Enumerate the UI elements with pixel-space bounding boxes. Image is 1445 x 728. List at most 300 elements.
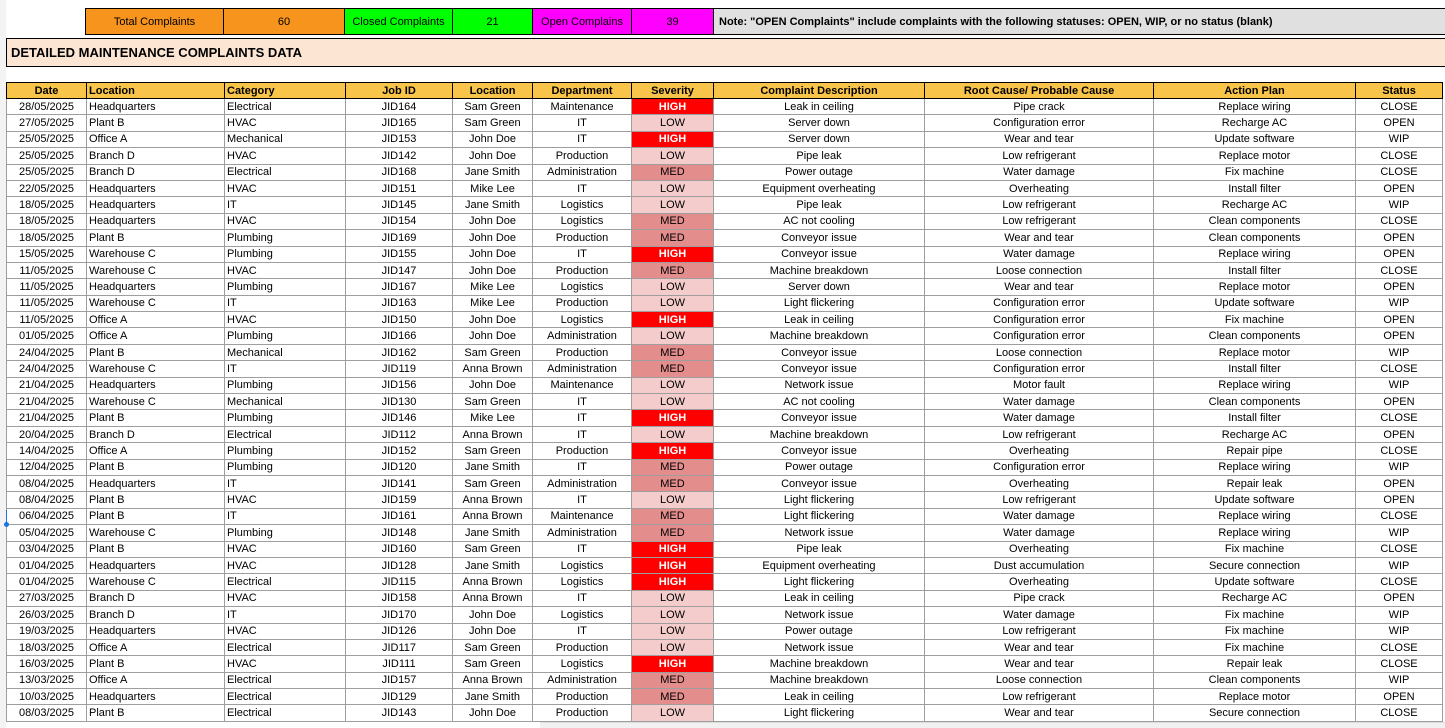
description-cell[interactable]: Server down <box>714 131 925 147</box>
status-cell[interactable]: CLOSE <box>1356 541 1443 557</box>
department-cell[interactable]: Production <box>533 443 632 459</box>
column-header-date[interactable]: Date <box>7 83 87 99</box>
action-plan-cell[interactable]: Update software <box>1154 492 1356 508</box>
action-plan-cell[interactable]: Clean components <box>1154 394 1356 410</box>
action-plan-cell[interactable]: Recharge AC <box>1154 590 1356 606</box>
category-cell[interactable]: HVAC <box>225 590 346 606</box>
status-cell[interactable]: OPEN <box>1356 394 1443 410</box>
description-cell[interactable]: Machine breakdown <box>714 262 925 278</box>
location-cell[interactable]: Branch D <box>87 590 225 606</box>
job-id-cell[interactable]: JID159 <box>346 492 453 508</box>
action-plan-cell[interactable]: Repair leak <box>1154 475 1356 491</box>
person-cell[interactable]: John Doe <box>453 262 533 278</box>
category-cell[interactable]: HVAC <box>225 557 346 573</box>
date-cell[interactable]: 16/03/2025 <box>7 656 87 672</box>
department-cell[interactable]: Administration <box>533 164 632 180</box>
action-plan-cell[interactable]: Replace motor <box>1154 279 1356 295</box>
root-cause-cell[interactable]: Pipe crack <box>925 99 1154 115</box>
department-cell[interactable]: IT <box>533 410 632 426</box>
severity-cell[interactable]: MED <box>632 475 714 491</box>
job-id-cell[interactable]: JID169 <box>346 230 453 246</box>
date-cell[interactable]: 10/03/2025 <box>7 689 87 705</box>
category-cell[interactable]: Plumbing <box>225 279 346 295</box>
root-cause-cell[interactable]: Configuration error <box>925 328 1154 344</box>
description-cell[interactable]: Machine breakdown <box>714 328 925 344</box>
severity-cell[interactable]: MED <box>632 459 714 475</box>
job-id-cell[interactable]: JID156 <box>346 377 453 393</box>
action-plan-cell[interactable]: Install filter <box>1154 410 1356 426</box>
category-cell[interactable]: Mechanical <box>225 394 346 410</box>
root-cause-cell[interactable]: Configuration error <box>925 312 1154 328</box>
description-cell[interactable]: Conveyor issue <box>714 443 925 459</box>
root-cause-cell[interactable]: Water damage <box>925 607 1154 623</box>
severity-cell[interactable]: HIGH <box>632 246 714 262</box>
category-cell[interactable]: HVAC <box>225 492 346 508</box>
description-cell[interactable]: Machine breakdown <box>714 656 925 672</box>
action-plan-cell[interactable]: Recharge AC <box>1154 115 1356 131</box>
date-cell[interactable]: 21/04/2025 <box>7 377 87 393</box>
status-cell[interactable]: CLOSE <box>1356 410 1443 426</box>
location-cell[interactable]: Plant B <box>87 541 225 557</box>
column-header-severity[interactable]: Severity <box>632 83 714 99</box>
department-cell[interactable]: Administration <box>533 525 632 541</box>
person-cell[interactable]: Jane Smith <box>453 525 533 541</box>
open-complaints-label[interactable]: Open Complains <box>532 8 632 35</box>
status-cell[interactable]: OPEN <box>1356 328 1443 344</box>
total-complaints-label[interactable]: Total Complaints <box>85 8 224 35</box>
action-plan-cell[interactable]: Update software <box>1154 295 1356 311</box>
status-cell[interactable]: OPEN <box>1356 312 1443 328</box>
location-cell[interactable]: Branch D <box>87 148 225 164</box>
date-cell[interactable]: 19/03/2025 <box>7 623 87 639</box>
department-cell[interactable]: Logistics <box>533 279 632 295</box>
person-cell[interactable]: Anna Brown <box>453 426 533 442</box>
root-cause-cell[interactable]: Water damage <box>925 394 1154 410</box>
root-cause-cell[interactable]: Low refrigerant <box>925 492 1154 508</box>
job-id-cell[interactable]: JID142 <box>346 148 453 164</box>
date-cell[interactable]: 01/04/2025 <box>7 574 87 590</box>
job-id-cell[interactable]: JID160 <box>346 541 453 557</box>
department-cell[interactable]: Logistics <box>533 574 632 590</box>
location-cell[interactable]: Headquarters <box>87 377 225 393</box>
department-cell[interactable]: IT <box>533 459 632 475</box>
action-plan-cell[interactable]: Clean components <box>1154 230 1356 246</box>
severity-cell[interactable]: LOW <box>632 328 714 344</box>
location-cell[interactable]: Warehouse C <box>87 262 225 278</box>
category-cell[interactable]: Mechanical <box>225 131 346 147</box>
department-cell[interactable]: IT <box>533 590 632 606</box>
description-cell[interactable]: Equipment overheating <box>714 180 925 196</box>
action-plan-cell[interactable]: Install filter <box>1154 361 1356 377</box>
severity-cell[interactable]: HIGH <box>632 574 714 590</box>
person-cell[interactable]: Sam Green <box>453 99 533 115</box>
description-cell[interactable]: Light flickering <box>714 574 925 590</box>
severity-cell[interactable]: MED <box>632 689 714 705</box>
action-plan-cell[interactable]: Install filter <box>1154 180 1356 196</box>
location-cell[interactable]: Headquarters <box>87 197 225 213</box>
category-cell[interactable]: Electrical <box>225 164 346 180</box>
action-plan-cell[interactable]: Fix machine <box>1154 623 1356 639</box>
job-id-cell[interactable]: JID151 <box>346 180 453 196</box>
category-cell[interactable]: HVAC <box>225 148 346 164</box>
date-cell[interactable]: 11/05/2025 <box>7 312 87 328</box>
severity-cell[interactable]: MED <box>632 262 714 278</box>
action-plan-cell[interactable]: Replace motor <box>1154 344 1356 360</box>
person-cell[interactable]: Mike Lee <box>453 279 533 295</box>
person-cell[interactable]: Anna Brown <box>453 508 533 524</box>
location-cell[interactable]: Branch D <box>87 426 225 442</box>
severity-cell[interactable]: LOW <box>632 590 714 606</box>
category-cell[interactable]: Plumbing <box>225 246 346 262</box>
root-cause-cell[interactable]: Low refrigerant <box>925 689 1154 705</box>
status-cell[interactable]: CLOSE <box>1356 508 1443 524</box>
root-cause-cell[interactable]: Low refrigerant <box>925 623 1154 639</box>
column-header-complaint-description[interactable]: Complaint Description <box>714 83 925 99</box>
root-cause-cell[interactable]: Wear and tear <box>925 230 1154 246</box>
category-cell[interactable]: HVAC <box>225 312 346 328</box>
job-id-cell[interactable]: JID165 <box>346 115 453 131</box>
root-cause-cell[interactable]: Low refrigerant <box>925 197 1154 213</box>
department-cell[interactable]: Logistics <box>533 312 632 328</box>
department-cell[interactable]: Production <box>533 230 632 246</box>
date-cell[interactable]: 06/04/2025 <box>7 508 87 524</box>
person-cell[interactable]: Jane Smith <box>453 459 533 475</box>
root-cause-cell[interactable]: Loose connection <box>925 672 1154 688</box>
severity-cell[interactable]: LOW <box>632 394 714 410</box>
description-cell[interactable]: Server down <box>714 115 925 131</box>
job-id-cell[interactable]: JID170 <box>346 607 453 623</box>
location-cell[interactable]: Plant B <box>87 344 225 360</box>
job-id-cell[interactable]: JID157 <box>346 672 453 688</box>
department-cell[interactable]: Maintenance <box>533 508 632 524</box>
action-plan-cell[interactable]: Clean components <box>1154 213 1356 229</box>
job-id-cell[interactable]: JID150 <box>346 312 453 328</box>
root-cause-cell[interactable]: Configuration error <box>925 361 1154 377</box>
date-cell[interactable]: 27/03/2025 <box>7 590 87 606</box>
severity-cell[interactable]: MED <box>632 672 714 688</box>
severity-cell[interactable]: MED <box>632 508 714 524</box>
category-cell[interactable]: HVAC <box>225 213 346 229</box>
status-cell[interactable]: OPEN <box>1356 475 1443 491</box>
location-cell[interactable]: Office A <box>87 328 225 344</box>
job-id-cell[interactable]: JID158 <box>346 590 453 606</box>
action-plan-cell[interactable]: Repair pipe <box>1154 443 1356 459</box>
person-cell[interactable]: Anna Brown <box>453 590 533 606</box>
date-cell[interactable]: 11/05/2025 <box>7 295 87 311</box>
column-header-location-person[interactable]: Location <box>453 83 533 99</box>
action-plan-cell[interactable]: Replace wiring <box>1154 246 1356 262</box>
root-cause-cell[interactable]: Overheating <box>925 180 1154 196</box>
closed-complaints-label[interactable]: Closed Complaints <box>344 8 453 35</box>
date-cell[interactable]: 25/05/2025 <box>7 164 87 180</box>
location-cell[interactable]: Office A <box>87 312 225 328</box>
root-cause-cell[interactable]: Wear and tear <box>925 705 1154 721</box>
department-cell[interactable]: Production <box>533 148 632 164</box>
column-header-department[interactable]: Department <box>533 83 632 99</box>
location-cell[interactable]: Branch D <box>87 607 225 623</box>
job-id-cell[interactable]: JID168 <box>346 164 453 180</box>
date-cell[interactable]: 03/04/2025 <box>7 541 87 557</box>
job-id-cell[interactable]: JID163 <box>346 295 453 311</box>
job-id-cell[interactable]: JID155 <box>346 246 453 262</box>
severity-cell[interactable]: LOW <box>632 295 714 311</box>
column-header-job-id[interactable]: Job ID <box>346 83 453 99</box>
root-cause-cell[interactable]: Overheating <box>925 443 1154 459</box>
department-cell[interactable]: IT <box>533 623 632 639</box>
severity-cell[interactable]: HIGH <box>632 99 714 115</box>
job-id-cell[interactable]: JID147 <box>346 262 453 278</box>
department-cell[interactable]: Administration <box>533 361 632 377</box>
severity-cell[interactable]: LOW <box>632 639 714 655</box>
location-cell[interactable]: Headquarters <box>87 689 225 705</box>
category-cell[interactable]: HVAC <box>225 115 346 131</box>
job-id-cell[interactable]: JID129 <box>346 689 453 705</box>
severity-cell[interactable]: LOW <box>632 115 714 131</box>
person-cell[interactable]: John Doe <box>453 213 533 229</box>
status-cell[interactable]: CLOSE <box>1356 213 1443 229</box>
department-cell[interactable]: Production <box>533 689 632 705</box>
category-cell[interactable]: Plumbing <box>225 459 346 475</box>
description-cell[interactable]: Equipment overheating <box>714 557 925 573</box>
department-cell[interactable]: IT <box>533 180 632 196</box>
root-cause-cell[interactable]: Wear and tear <box>925 639 1154 655</box>
status-cell[interactable]: OPEN <box>1356 246 1443 262</box>
location-cell[interactable]: Warehouse C <box>87 246 225 262</box>
description-cell[interactable]: Power outage <box>714 623 925 639</box>
job-id-cell[interactable]: JID152 <box>346 443 453 459</box>
action-plan-cell[interactable]: Update software <box>1154 574 1356 590</box>
root-cause-cell[interactable]: Configuration error <box>925 459 1154 475</box>
location-cell[interactable]: Office A <box>87 131 225 147</box>
person-cell[interactable]: Mike Lee <box>453 180 533 196</box>
date-cell[interactable]: 08/04/2025 <box>7 492 87 508</box>
root-cause-cell[interactable]: Dust accumulation <box>925 557 1154 573</box>
department-cell[interactable]: Production <box>533 639 632 655</box>
department-cell[interactable]: IT <box>533 426 632 442</box>
column-header-location[interactable]: Location <box>87 83 225 99</box>
category-cell[interactable]: IT <box>225 295 346 311</box>
root-cause-cell[interactable]: Wear and tear <box>925 279 1154 295</box>
category-cell[interactable]: HVAC <box>225 623 346 639</box>
category-cell[interactable]: Plumbing <box>225 410 346 426</box>
action-plan-cell[interactable]: Replace wiring <box>1154 99 1356 115</box>
root-cause-cell[interactable]: Low refrigerant <box>925 148 1154 164</box>
job-id-cell[interactable]: JID148 <box>346 525 453 541</box>
person-cell[interactable]: John Doe <box>453 377 533 393</box>
severity-cell[interactable]: LOW <box>632 180 714 196</box>
job-id-cell[interactable]: JID154 <box>346 213 453 229</box>
date-cell[interactable]: 21/04/2025 <box>7 394 87 410</box>
description-cell[interactable]: Leak in ceiling <box>714 312 925 328</box>
description-cell[interactable]: Machine breakdown <box>714 672 925 688</box>
status-cell[interactable]: CLOSE <box>1356 705 1443 721</box>
date-cell[interactable]: 11/05/2025 <box>7 279 87 295</box>
location-cell[interactable]: Plant B <box>87 492 225 508</box>
description-cell[interactable]: Server down <box>714 279 925 295</box>
severity-cell[interactable]: LOW <box>632 426 714 442</box>
date-cell[interactable]: 01/05/2025 <box>7 328 87 344</box>
person-cell[interactable]: Sam Green <box>453 639 533 655</box>
description-cell[interactable]: Conveyor issue <box>714 410 925 426</box>
action-plan-cell[interactable]: Fix machine <box>1154 312 1356 328</box>
date-cell[interactable]: 24/04/2025 <box>7 361 87 377</box>
date-cell[interactable]: 21/04/2025 <box>7 410 87 426</box>
root-cause-cell[interactable]: Water damage <box>925 164 1154 180</box>
severity-cell[interactable]: LOW <box>632 377 714 393</box>
job-id-cell[interactable]: JID112 <box>346 426 453 442</box>
location-cell[interactable]: Plant B <box>87 705 225 721</box>
category-cell[interactable]: Electrical <box>225 672 346 688</box>
description-cell[interactable]: Network issue <box>714 607 925 623</box>
location-cell[interactable]: Plant B <box>87 508 225 524</box>
category-cell[interactable]: IT <box>225 475 346 491</box>
category-cell[interactable]: Electrical <box>225 99 346 115</box>
status-cell[interactable]: CLOSE <box>1356 361 1443 377</box>
root-cause-cell[interactable]: Overheating <box>925 541 1154 557</box>
description-cell[interactable]: Light flickering <box>714 295 925 311</box>
person-cell[interactable]: Anna Brown <box>453 492 533 508</box>
severity-cell[interactable]: LOW <box>632 607 714 623</box>
job-id-cell[interactable]: JID126 <box>346 623 453 639</box>
department-cell[interactable]: Logistics <box>533 656 632 672</box>
severity-cell[interactable]: LOW <box>632 148 714 164</box>
status-cell[interactable]: OPEN <box>1356 492 1443 508</box>
person-cell[interactable]: John Doe <box>453 623 533 639</box>
description-cell[interactable]: AC not cooling <box>714 213 925 229</box>
department-cell[interactable]: Production <box>533 705 632 721</box>
date-cell[interactable]: 05/04/2025 <box>7 525 87 541</box>
person-cell[interactable]: John Doe <box>453 705 533 721</box>
department-cell[interactable]: IT <box>533 115 632 131</box>
category-cell[interactable]: Electrical <box>225 574 346 590</box>
action-plan-cell[interactable]: Recharge AC <box>1154 197 1356 213</box>
root-cause-cell[interactable]: Wear and tear <box>925 131 1154 147</box>
status-cell[interactable]: WIP <box>1356 557 1443 573</box>
date-cell[interactable]: 12/04/2025 <box>7 459 87 475</box>
date-cell[interactable]: 24/04/2025 <box>7 344 87 360</box>
root-cause-cell[interactable]: Overheating <box>925 574 1154 590</box>
action-plan-cell[interactable]: Replace wiring <box>1154 525 1356 541</box>
location-cell[interactable]: Headquarters <box>87 279 225 295</box>
status-cell[interactable]: CLOSE <box>1356 443 1443 459</box>
job-id-cell[interactable]: JID143 <box>346 705 453 721</box>
description-cell[interactable]: Network issue <box>714 377 925 393</box>
selection-handle[interactable] <box>4 522 9 527</box>
action-plan-cell[interactable]: Repair leak <box>1154 656 1356 672</box>
date-cell[interactable]: 26/03/2025 <box>7 607 87 623</box>
person-cell[interactable]: Mike Lee <box>453 410 533 426</box>
description-cell[interactable]: Light flickering <box>714 508 925 524</box>
job-id-cell[interactable]: JID167 <box>346 279 453 295</box>
status-cell[interactable]: OPEN <box>1356 689 1443 705</box>
date-cell[interactable]: 18/05/2025 <box>7 197 87 213</box>
job-id-cell[interactable]: JID164 <box>346 99 453 115</box>
category-cell[interactable]: Plumbing <box>225 443 346 459</box>
location-cell[interactable]: Warehouse C <box>87 394 225 410</box>
category-cell[interactable]: HVAC <box>225 541 346 557</box>
status-cell[interactable]: CLOSE <box>1356 639 1443 655</box>
location-cell[interactable]: Office A <box>87 672 225 688</box>
category-cell[interactable]: Plumbing <box>225 328 346 344</box>
date-cell[interactable]: 08/04/2025 <box>7 475 87 491</box>
category-cell[interactable]: HVAC <box>225 180 346 196</box>
job-id-cell[interactable]: JID141 <box>346 475 453 491</box>
status-cell[interactable]: CLOSE <box>1356 656 1443 672</box>
root-cause-cell[interactable]: Motor fault <box>925 377 1154 393</box>
job-id-cell[interactable]: JID162 <box>346 344 453 360</box>
category-cell[interactable]: HVAC <box>225 656 346 672</box>
action-plan-cell[interactable]: Replace wiring <box>1154 377 1356 393</box>
date-cell[interactable]: 18/03/2025 <box>7 639 87 655</box>
department-cell[interactable]: Maintenance <box>533 99 632 115</box>
severity-cell[interactable]: HIGH <box>632 656 714 672</box>
location-cell[interactable]: Warehouse C <box>87 574 225 590</box>
root-cause-cell[interactable]: Water damage <box>925 410 1154 426</box>
department-cell[interactable]: Logistics <box>533 197 632 213</box>
person-cell[interactable]: Sam Green <box>453 443 533 459</box>
job-id-cell[interactable]: JID128 <box>346 557 453 573</box>
description-cell[interactable]: Conveyor issue <box>714 361 925 377</box>
person-cell[interactable]: John Doe <box>453 312 533 328</box>
action-plan-cell[interactable]: Fix machine <box>1154 541 1356 557</box>
root-cause-cell[interactable]: Wear and tear <box>925 656 1154 672</box>
department-cell[interactable]: Administration <box>533 328 632 344</box>
closed-complaints-value[interactable]: 21 <box>452 8 533 35</box>
description-cell[interactable]: Conveyor issue <box>714 246 925 262</box>
root-cause-cell[interactable]: Water damage <box>925 508 1154 524</box>
column-header-status[interactable]: Status <box>1356 83 1443 99</box>
job-id-cell[interactable]: JID161 <box>346 508 453 524</box>
severity-cell[interactable]: HIGH <box>632 312 714 328</box>
status-cell[interactable]: WIP <box>1356 131 1443 147</box>
date-cell[interactable]: 25/05/2025 <box>7 148 87 164</box>
status-cell[interactable]: WIP <box>1356 672 1443 688</box>
location-cell[interactable]: Plant B <box>87 230 225 246</box>
person-cell[interactable]: Jane Smith <box>453 557 533 573</box>
department-cell[interactable]: Production <box>533 295 632 311</box>
job-id-cell[interactable]: JID166 <box>346 328 453 344</box>
description-cell[interactable]: Leak in ceiling <box>714 590 925 606</box>
open-complaints-note[interactable]: Note: "OPEN Complaints" include complaints with the following statuses: OPEN, WIP, or no status (blank) <box>713 8 1445 35</box>
department-cell[interactable]: Logistics <box>533 557 632 573</box>
person-cell[interactable]: John Doe <box>453 607 533 623</box>
person-cell[interactable]: John Doe <box>453 131 533 147</box>
horizontal-scrollbar[interactable] <box>540 722 1445 728</box>
action-plan-cell[interactable]: Recharge AC <box>1154 426 1356 442</box>
status-cell[interactable]: OPEN <box>1356 115 1443 131</box>
location-cell[interactable]: Plant B <box>87 410 225 426</box>
date-cell[interactable]: 28/05/2025 <box>7 99 87 115</box>
description-cell[interactable]: Power outage <box>714 164 925 180</box>
status-cell[interactable]: CLOSE <box>1356 164 1443 180</box>
column-header-category[interactable]: Category <box>225 83 346 99</box>
person-cell[interactable]: Jane Smith <box>453 197 533 213</box>
category-cell[interactable]: HVAC <box>225 262 346 278</box>
status-cell[interactable]: CLOSE <box>1356 148 1443 164</box>
job-id-cell[interactable]: JID153 <box>346 131 453 147</box>
root-cause-cell[interactable]: Pipe crack <box>925 590 1154 606</box>
status-cell[interactable]: OPEN <box>1356 426 1443 442</box>
status-cell[interactable]: OPEN <box>1356 590 1443 606</box>
action-plan-cell[interactable]: Fix machine <box>1154 607 1356 623</box>
location-cell[interactable]: Warehouse C <box>87 525 225 541</box>
date-cell[interactable]: 08/03/2025 <box>7 705 87 721</box>
job-id-cell[interactable]: JID117 <box>346 639 453 655</box>
person-cell[interactable]: Sam Green <box>453 475 533 491</box>
location-cell[interactable]: Headquarters <box>87 99 225 115</box>
job-id-cell[interactable]: JID115 <box>346 574 453 590</box>
person-cell[interactable]: John Doe <box>453 246 533 262</box>
